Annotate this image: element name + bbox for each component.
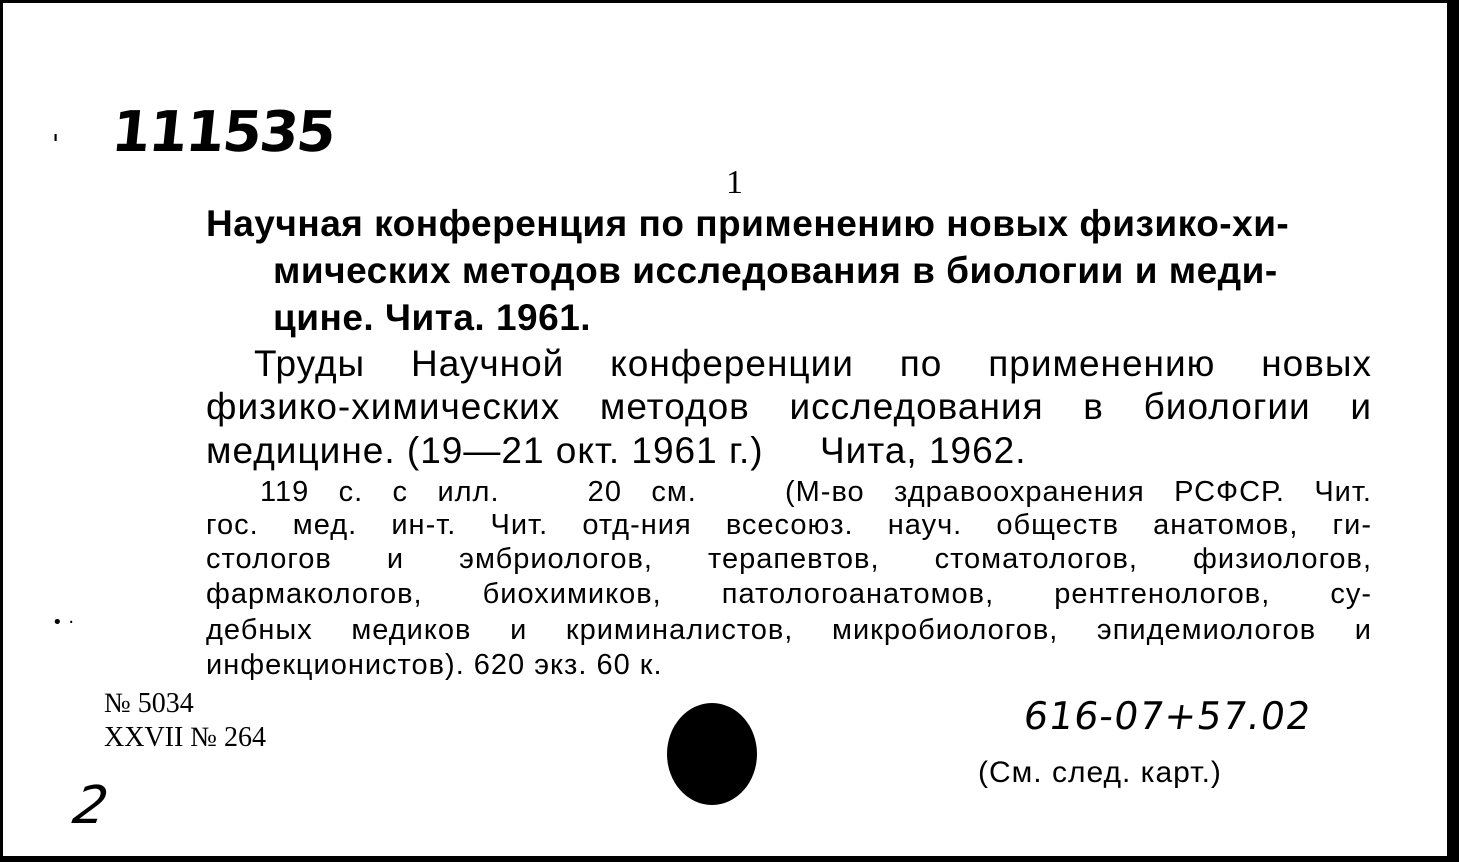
continued-note: (См. след. карт.): [978, 756, 1222, 789]
handwritten-mark: 2: [68, 776, 113, 836]
card-edge-bottom: [0, 856, 1459, 862]
card-edge-right: [1447, 0, 1459, 862]
conference-title: [206, 200, 1366, 341]
handwritten-classification: 616-07+57.02: [1020, 694, 1315, 738]
card-edge-left: [0, 0, 3, 862]
collation-line-1: 119 с. с илл. 20 см. (М-во здравоохранения РСФСР. Чит.: [260, 476, 1372, 508]
collation-line-4: фармакологов, биохимиков, патологоанатомов, рентгенологов, су-: [206, 578, 1372, 610]
scan-speck: • ·: [52, 612, 75, 633]
collation-line-3: стологов и эмбриологов, терапевтов, стоматологов, физиологов,: [206, 543, 1372, 575]
title-line-2: мических методов исследования в биологии и меди-: [273, 250, 1278, 291]
handwritten-card-number: 111535: [108, 100, 338, 165]
title-line-1: Научная конференция по применению новых физико-хи-: [206, 203, 1290, 244]
punch-hole: [667, 703, 757, 805]
publication-line-2: физико-химических методов исследования в биологии и: [206, 386, 1372, 427]
title-line-3: цине. Чита. 1961.: [273, 297, 592, 338]
collation-line-6: инфекционистов). 620 экз. 60 к.: [206, 649, 663, 681]
card-edge-top: [0, 0, 1459, 3]
reference-number-2: XXVII № 264: [104, 722, 267, 753]
page-number: 1: [726, 164, 743, 201]
collation-line-2: гос. мед. ин-т. Чит. отд-ния всесоюз. науч. обществ анатомов, ги-: [206, 509, 1372, 541]
scan-mark: ': [52, 130, 60, 160]
publication-line-3: медицине. (19—21 окт. 1961 г.) Чита, 1962.: [206, 430, 1027, 471]
publication-line-1: Труды Научной конференции по применению новых: [254, 343, 1372, 384]
collation-line-5: дебных медиков и криминалистов, микробиологов, эпидемиологов и: [206, 614, 1372, 646]
reference-number-1: № 5034: [104, 688, 194, 719]
